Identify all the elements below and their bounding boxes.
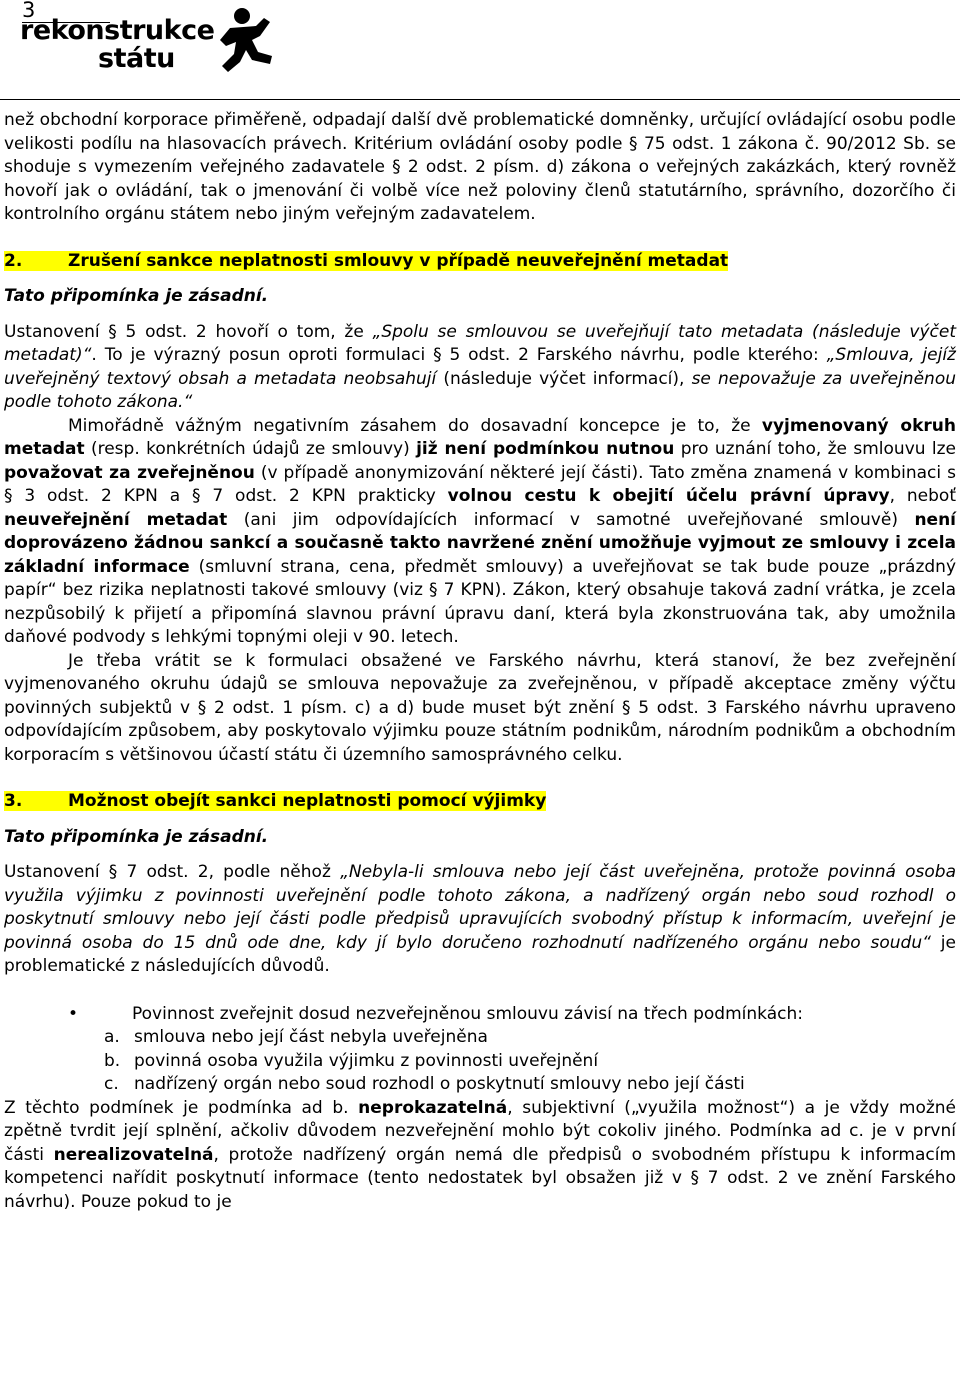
running-figure-icon <box>212 6 278 76</box>
text-run: (resp. konkrétních údajů ze smlouvy) <box>84 439 417 459</box>
bold-run: již není podmínkou nutnou <box>416 439 675 459</box>
section-2-heading <box>4 250 956 274</box>
text-run: je problematické z následujících důvodů. <box>4 932 956 976</box>
quote-run: „Nebyla-li smlouva nebo její část uveřejněna, protože povinná osoba využila výjimku z povinnosti uveřejnění podle tohoto zákona, a nadřízený orgán nebo soud rozhodl o poskytnutí smlouvy nebo její části podle předpisů upravujících svobodný přístup k informacím, uveřejní je povinná osoba do 15 dnů ode dne, kdy jí bylo doručeno rozhodnutí nadřízeného orgánu nebo soudu“ <box>4 862 956 953</box>
text-run: (smluvní strana, cena, předmět smlouvy) a uveřejňovat se tak bude pouze „prázdný papír“ bez rizika neplatnosti takové smlouvy (viz § 7 KPN). Zákon, který obsahuje taková zadní vrátka, je zcela nezpůsobilý k přijetí a připomíná slavnou právní úpravu daní, která byla zkonstruována tak, aby umožnila daňové podvody s lehkými topnými oleji v 90. letech. <box>4 556 957 647</box>
quote-run: „Spolu se smlouvou se uveřejňují tato metadata (následuje výčet metadat)“ <box>4 321 956 365</box>
text-run: Ustanovení § 5 odst. 2 hovoří o tom, že <box>4 321 373 342</box>
text-run: , neboť <box>889 486 956 506</box>
section-3-title: Možnost obejít sankci neplatnosti pomocí výjimky <box>68 791 547 811</box>
section-2-paragraph-3: Je třeba vrátit se k formulaci obsažené ve Farského návrhu, která stanoví, že bez zveřejnění vyjmenovaného okruhu údajů se smlouva nepovažuje za zveřejněnou, v případě akceptace změny výčtu povinných subjektů v § 2 odst. 1 písm. c) a d) bude muset být znění § 5 odst. 3 Farského návrhu upraveno odpovídajícím způsobem, aby poskytovalo výjimku pouze státním podnikům, národním podnikům a obchodním korporacím s většinovou účastí státu či územního samosprávného celku. <box>4 650 956 765</box>
condition-label: b. <box>104 1050 121 1071</box>
page-header <box>0 0 960 100</box>
text-run: , subjektivní („využila možnost“) a je vždy možné zpětně tvrdit její splnění, ačkoliv důvodem nezveřejnění mohlo být cokoliv jiného. Podmínka ad c. je v první části <box>4 1097 957 1165</box>
document-body <box>4 109 956 1214</box>
bold-run: volnou cestu k obejití účelu právní úpravy <box>447 486 890 506</box>
section-2-number: 2. <box>4 250 23 271</box>
section-3-paragraph-2 <box>4 1097 956 1215</box>
text-run: . To je výrazný posun oproti formulaci § 5 odst. 2 Farského návrhu, podle kterého: <box>91 345 827 365</box>
text-run: (ani jim odpovídajících informací v samotné uveřejňované smlouvě) <box>227 509 915 530</box>
logo-text-line2: státu <box>98 43 175 74</box>
section-2-paragraph-2 <box>4 415 956 650</box>
quote-run: se nepovažuje za uveřejněnou podle tohoto zákona.“ <box>4 368 956 412</box>
condition-text: nadřízený orgán nebo soud rozhodl o poskytnutí smlouvy nebo její části <box>134 1074 745 1094</box>
section-3-heading <box>4 790 956 814</box>
text-run: Ustanovení § 7 odst. 2, podle něhož <box>4 862 341 882</box>
bold-run: považovat za zveřejněnou <box>4 462 255 483</box>
bullet-item <box>4 1003 956 1027</box>
section-2-title: Zrušení sankce neplatnosti smlouvy v případě neuveřejnění metadat <box>68 250 729 271</box>
logo-text-line1: rekonstrukce <box>20 15 215 46</box>
header-rule <box>0 99 960 100</box>
bold-run: není doprovázeno žádnou sankcí a současně takto navržené znění umožňuje vyjmout ze smlouvy i zcela základní informace <box>4 509 956 577</box>
text-run: pro uznání toho, že smlouvu lze <box>674 439 956 459</box>
condition-item-c <box>4 1073 956 1097</box>
bold-run: vyjmenovaný okruh metadat <box>4 415 956 459</box>
bold-run: nerealizovatelná <box>53 1144 214 1165</box>
condition-text: povinná osoba využila výjimku z povinnosti uveřejnění <box>134 1050 599 1071</box>
condition-item-a <box>4 1026 956 1050</box>
text-run: Z těchto podmínek je podmínka ad b. <box>4 1097 359 1118</box>
bold-run: neuveřejnění metadat <box>4 509 228 530</box>
section-2-note: Tato připomínka je zásadní. <box>4 286 269 306</box>
condition-text: smlouva nebo její část nebyla uveřejněna <box>134 1027 488 1047</box>
bullet-text: Povinnost zveřejnit dosud nezveřejněnou smlouvu závisí na třech podmínkách: <box>132 1003 803 1024</box>
section-2-paragraph-1 <box>4 321 956 415</box>
condition-label: a. <box>104 1027 120 1047</box>
text-run: (následuje výčet informací), <box>436 368 692 389</box>
page-number: 3 <box>22 0 36 22</box>
quote-run: „Smlouva, jejíž uveřejněný textový obsah a metadata neobsahují <box>4 345 956 389</box>
section-3-number: 3. <box>4 791 23 811</box>
condition-label: c. <box>104 1074 119 1094</box>
intro-paragraph: než obchodní korporace přiměřeně, odpadají další dvě problematické domněnky, určující ovládající osobu podle velikosti podílu na hlasovacích právech. Kritérium ovládání osoby podle § 75 odst. 1 zákona č. 90/2012 Sb. se shoduje s vymezením veřejného zadavatele § 2 odst. 2 písm. d) zákona o veřejných zakázkách, který rovněž hovoří jak o ovládání, tak o jmenování či volbě více než poloviny členů statutárního, správního, dozorčího či kontrolního orgánu státem nebo jiným veřejným zadavatelem. <box>4 110 956 224</box>
text-run: Mimořádně vážným negativním zásahem do dosavadní koncepce je to, že <box>68 415 762 436</box>
bold-run: neprokazatelná <box>358 1097 508 1118</box>
bullet-dot-icon: • <box>68 1003 79 1024</box>
section-3-paragraph-1 <box>4 861 956 979</box>
condition-item-b <box>4 1050 956 1074</box>
text-run: , protože nadřízený orgán nemá dle předpisů o svobodném přístupu k informacím kompetenci nařídit poskytnutí informace (tento nedostatek byl obsažen již v § 7 odst. 2 ve znění Farského návrhu). Pouze pokud to je <box>4 1144 956 1212</box>
section-3-note: Tato připomínka je zásadní. <box>4 826 269 847</box>
text-run: (v případě anonymizování některé její části). Tato změna znamená v kombinaci s § 3 odst. 2 KPN a § 7 odst. 2 KPN prakticky <box>4 462 957 506</box>
